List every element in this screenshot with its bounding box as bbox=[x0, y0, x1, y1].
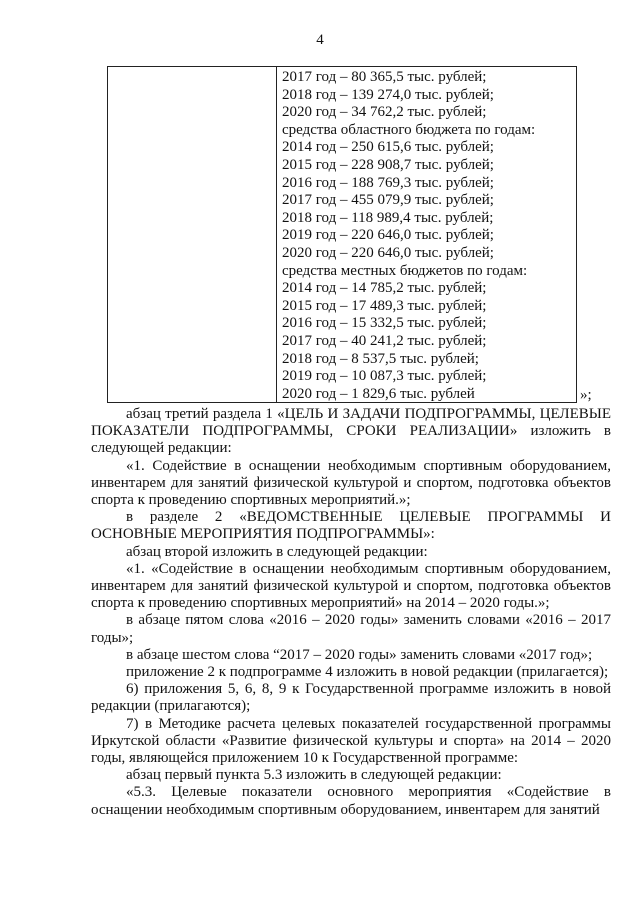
paragraph: «1. Содействие в оснащении необходимым спортивным оборудованием, инвентарем для занятий физической культурой и спортом, подготовка объектов спорта к проведению спортивных мероприятий.»; bbox=[91, 457, 611, 509]
paragraph: абзац первый пункта 5.3 изложить в следующей редакции: bbox=[126, 767, 502, 784]
funding-line: 2014 год – 14 785,2 тыс. рублей; bbox=[282, 280, 487, 297]
funding-line: 2018 год – 8 537,5 тыс. рублей; bbox=[282, 350, 479, 367]
funding-line: 2017 год – 80 365,5 тыс. рублей; bbox=[282, 69, 487, 85]
funding-lines bbox=[282, 69, 572, 403]
table-closing-quote: »; bbox=[580, 387, 592, 403]
paragraph: в абзаце шестом слова “2017 – 2020 годы» заменить словами «2017 год»; bbox=[126, 646, 593, 663]
funding-subheading-local: средства местных бюджетов по годам: bbox=[282, 262, 528, 279]
page-number: 4 bbox=[316, 32, 324, 48]
funding-line: 2017 год – 455 079,9 тыс. рублей; bbox=[282, 192, 494, 209]
paragraph: 6) приложения 5, 6, 8, 9 к Государственной программе изложить в новой редакции (прилагаются); bbox=[91, 681, 611, 715]
paragraph: абзац второй изложить в следующей редакции: bbox=[126, 543, 428, 560]
funding-subheading-regional: средства областного бюджета по годам: bbox=[282, 121, 536, 138]
funding-line: 2017 год – 40 241,2 тыс. рублей; bbox=[282, 332, 487, 349]
funding-line: 2020 год – 1 829,6 тыс. рублей bbox=[282, 385, 475, 402]
table-column-divider bbox=[276, 67, 277, 402]
funding-line: 2015 год – 228 908,7 тыс. рублей; bbox=[282, 156, 494, 173]
funding-line: 2016 год – 188 769,3 тыс. рублей; bbox=[282, 174, 494, 191]
funding-table bbox=[107, 66, 577, 403]
paragraph: приложение 2 к подпрограмме 4 изложить в новой редакции (прилагается); bbox=[126, 664, 609, 681]
funding-line: 2018 год – 118 989,4 тыс. рублей; bbox=[282, 209, 494, 226]
paragraph: 7) в Методике расчета целевых показателей государственной программы Иркутской области «Развитие физической культуры и спорта» на 2014 – 2020 годы, являющейся приложением 10 к Государственной программе: bbox=[91, 715, 611, 767]
paragraph: «1. «Содействие в оснащении необходимым спортивным оборудованием, инвентарем для занятий физической культурой и спортом, подготовка объектов спорта к проведению спортивных мероприятий» на 2014 – 2020 годы.»; bbox=[91, 560, 611, 612]
funding-line: 2014 год – 250 615,6 тыс. рублей; bbox=[282, 139, 494, 156]
funding-line: 2020 год – 34 762,2 тыс. рублей; bbox=[282, 104, 487, 121]
funding-line: 2019 год – 10 087,3 тыс. рублей; bbox=[282, 368, 487, 385]
paragraph: в абзаце пятом слова «2016 – 2020 годы» заменить словами «2016 – 2017 годы»; bbox=[91, 612, 611, 646]
paragraph: абзац третий раздела 1 «ЦЕЛЬ И ЗАДАЧИ ПОДПРОГРАММЫ, ЦЕЛЕВЫЕ ПОКАЗАТЕЛИ ПОДПРОГРАММЫ, СРОКИ РЕАЛИЗАЦИИ» изложить в следующей редакции: bbox=[91, 406, 611, 457]
funding-line: 2020 год – 220 646,0 тыс. рублей; bbox=[282, 244, 494, 261]
paragraph: в разделе 2 «ВЕДОМСТВЕННЫЕ ЦЕЛЕВЫЕ ПРОГРАММЫ И ОСНОВНЫЕ МЕРОПРИЯТИЯ ПОДПРОГРАММЫ»: bbox=[91, 509, 611, 543]
funding-line: 2016 год – 15 332,5 тыс. рублей; bbox=[282, 315, 487, 332]
funding-line: 2018 год – 139 274,0 тыс. рублей; bbox=[282, 86, 494, 103]
funding-line: 2015 год – 17 489,3 тыс. рублей; bbox=[282, 297, 487, 314]
funding-line: 2019 год – 220 646,0 тыс. рублей; bbox=[282, 227, 494, 244]
document-body bbox=[91, 406, 611, 819]
paragraph: «5.3. Целевые показатели основного мероприятия «Содействие в оснащении необходимым спортивным оборудованием, инвентарем для занятий bbox=[91, 784, 611, 818]
